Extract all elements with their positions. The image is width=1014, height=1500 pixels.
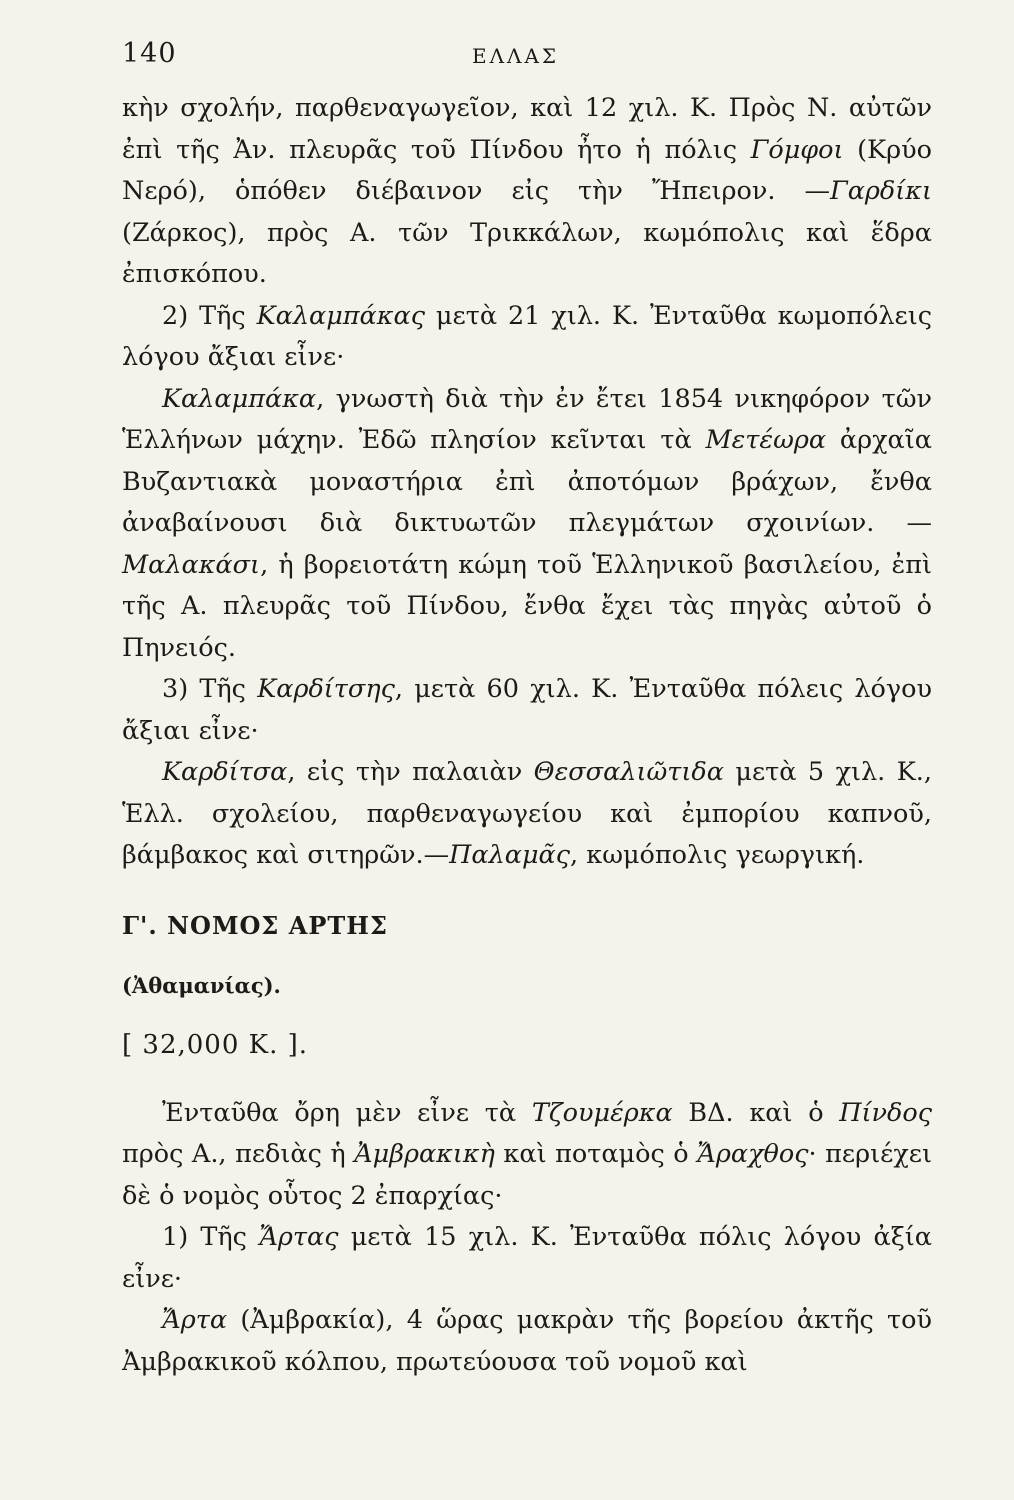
paragraph: κὴν σχολήν, παρθεναγωγεῖον, καὶ 12 χιλ. Κ. Πρὸς Ν. αὐτῶν ἐπὶ τῆς Ἀν. πλευρᾶς τοῦ Πίνδου ἦτο ἡ πόλις Γόμφοι (Κρύο Νερό), ὁπόθεν διέβαινον εἰς τὴν Ἤπειρον. —Γαρδίκι (Ζάρκος), πρὸς Α. τῶν Τρικκάλων, κωμόπολις καὶ ἕδρα ἐπισκόπου. bbox=[122, 93, 933, 289]
body-text bbox=[122, 88, 932, 1383]
page-number: 140 bbox=[122, 38, 177, 69]
section-subheading: (Ἀθαμανίας). bbox=[122, 972, 281, 998]
running-head: ΕΛΛΑΣ bbox=[472, 44, 560, 68]
section-population: [ 32,000 Κ. ]. bbox=[122, 1029, 309, 1060]
paragraph: 2) Τῆς Καλαμπάκας μετὰ 21 χιλ. Κ. Ἐνταῦθα κωμοπόλεις λόγου ἄξιαι εἶνε· bbox=[122, 300, 933, 372]
paragraph: 3) Τῆς Καρδίτσης, μετὰ 60 χιλ. Κ. Ἐνταῦθα πόλεις λόγου ἄξιαι εἶνε· bbox=[122, 674, 932, 746]
paragraph: Ἐνταῦθα ὄρη μὲν εἶνε τὰ Τζουμέρκα ΒΔ. καὶ ὁ Πίνδος πρὸς Α., πεδιὰς ἡ Ἀμβρακικὴ καὶ ποταμὸς ὁ Ἄραχθος· περιέχει δὲ ὁ νομὸς οὗτος 2 ἐπαρχίας· bbox=[122, 1097, 933, 1211]
paragraph: Καρδίτσα, εἰς τὴν παλαιὰν Θεσσαλιῶτιδα μετὰ 5 χιλ. Κ., Ἑλλ. σχολείου, παρθεναγωγείου καὶ ἐμπορίου καπνοῦ, βάμβακος καὶ σιτηρῶν.—Παλαμᾶς, κωμόπολις γεωργική. bbox=[122, 757, 932, 870]
paragraph: Καλαμπάκα, γνωστὴ διὰ τὴν ἐν ἔτει 1854 νικηφόρον τῶν Ἑλλήνων μάχην. Ἐδῶ πλησίον κεῖνται τὰ Μετέωρα ἀρχαῖα Βυζαντιακὰ μοναστήρια ἐπὶ ἀποτόμων βράχων, ἔνθα ἀναβαίνουσι διὰ δικτυωτῶν πλεγμάτων σχοινίων. —Μαλακάσι, ἡ βορειοτάτη κώμη τοῦ Ἑλληνικοῦ βασιλείου, ἐπὶ τῆς Α. πλευρᾶς τοῦ Πίνδου, ἔνθα ἔχει τὰς πηγὰς αὐτοῦ ὁ Πηνειός. bbox=[122, 383, 932, 663]
paragraph: Ἄρτα (Ἀμβρακία), 4 ὥρας μακρὰν τῆς βορείου ἀκτῆς τοῦ Ἀμβρακικοῦ κόλπου, πρωτεύουσα τοῦ νομοῦ καὶ bbox=[122, 1305, 932, 1377]
paragraph: 1) Τῆς Ἄρτας μετὰ 15 χιλ. Κ. Ἐνταῦθα πόλις λόγου ἀξία εἶνε· bbox=[122, 1222, 933, 1294]
page-header bbox=[122, 38, 922, 78]
section-heading: Γ'. ΝΟΜΟΣ ΑΡΤΗΣ bbox=[122, 910, 388, 940]
